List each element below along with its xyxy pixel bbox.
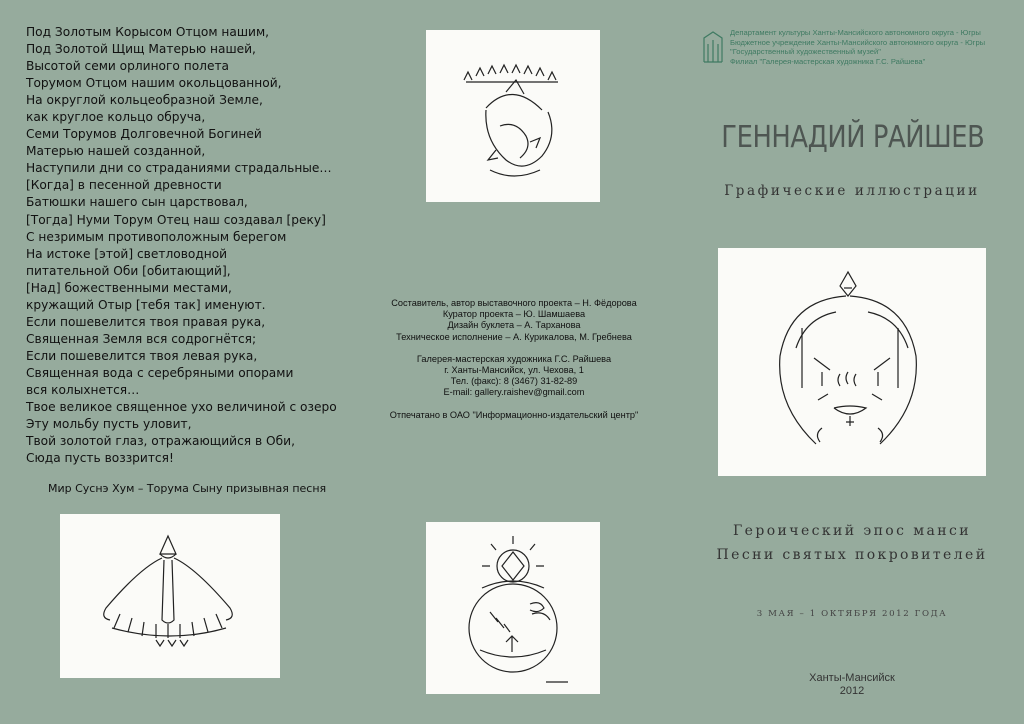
organization-header: [702, 28, 1012, 68]
poem-line: Твое великое священное ухо величиной с озеро: [26, 400, 337, 415]
poem-line: Если пошевелится твоя левая рука,: [26, 348, 258, 363]
credit-line: Техническое исполнение – А. Курикалова, М. Гребнева: [396, 331, 632, 342]
city-name: Ханты-Мансийск: [809, 672, 895, 684]
bird-figure-drawing-icon: [426, 30, 600, 202]
credit-line: Куратор проекта – Ю. Шамшаева: [442, 309, 586, 320]
credits-block: [366, 298, 662, 421]
museum-logo-icon: [702, 30, 724, 64]
poem-line: Торумом Отцом нашим окольцованной,: [26, 76, 282, 91]
exhibition-dates: 3 МАЯ – 1 ОКТЯБРЯ 2012 ГОДА: [756, 609, 948, 619]
poem-line: Священная Земля вся содрогнётся;: [26, 331, 257, 346]
illustration-bird: [426, 30, 600, 202]
poem-line: Священная вода с серебряными опорами: [26, 365, 294, 380]
contact-email: E-mail: gallery.raishev@gmail.com: [443, 387, 585, 398]
winged-spirit-drawing-icon: [60, 514, 280, 678]
org-line: Филиал "Галерея-мастерская художника Г.С. Райшева": [730, 56, 926, 66]
poem-line: [Тогда] Нуми Торум Отец наш создавал [реку]: [26, 212, 326, 227]
poem-line: Твой золотой глаз, отражающийся в Оби,: [26, 434, 295, 449]
org-line: "Государственный художественный музей": [730, 47, 881, 57]
illustration-sun-globe: [426, 522, 600, 694]
poem-line: На округлой кольцеобразной Земле,: [26, 93, 263, 108]
poem-line: Сюда пусть воззрится!: [26, 451, 174, 466]
epic-line: Песни святых покровителей: [716, 547, 988, 563]
illustration-mask-face: [718, 248, 986, 476]
epic-title: [700, 519, 1004, 567]
printer-line: Отпечатано в ОАО "Информационно-издательский центр": [389, 409, 639, 420]
contact-line: г. Ханты-Мансийск, ул. Чехова, 1: [444, 365, 584, 376]
publication-place: [700, 672, 1004, 698]
poem-line: Под Золотым Корысом Отцом нашим,: [26, 25, 270, 39]
poem-line: Наступили дни со страданиями страдальные…: [26, 161, 332, 176]
publication-year: 2012: [839, 685, 865, 697]
poem-line: питательной Оби [обитающий],: [26, 263, 231, 278]
poem-text: [26, 24, 356, 467]
org-line: Департамент культуры Ханты-Мансийского автономного округа - Югры: [730, 28, 981, 37]
poem-line: С незримым противоположным берегом: [26, 229, 287, 244]
poem-line: вся колыхнется…: [26, 382, 140, 397]
poem-line: кружащий Отыр [тебя так] именуют.: [26, 297, 266, 312]
poem-line: [Над] божественными местами,: [26, 280, 232, 295]
poem-line: Высотой семи орлиного полета: [26, 59, 230, 74]
artist-name: ГЕННАДИЙ РАЙШЕВ: [721, 120, 985, 155]
poem-line: Семи Торумов Долговечной Богиней: [26, 127, 262, 142]
poem-line: как круглое кольцо обруча,: [26, 110, 206, 125]
sun-globe-drawing-icon: [426, 522, 600, 694]
poem-line: На истоке [этой] светловодной: [26, 246, 228, 261]
illustration-winged-spirit: [60, 514, 280, 678]
poem-line: Матерью нашей созданной,: [26, 144, 206, 159]
poem-line: Под Золотой Щищ Матерью нашей,: [26, 42, 256, 57]
cover-subtitle: Графические иллюстрации: [724, 183, 980, 199]
credit-line: Дизайн буклета – А. Тарханова: [447, 320, 581, 331]
credit-line: Составитель, автор выставочного проекта – Н. Фёдорова: [391, 298, 637, 308]
epic-line: Героический эпос манси: [733, 523, 971, 539]
poem-line: Батюшки нашего сын царствовал,: [26, 195, 248, 210]
poem-caption: Мир Суснэ Хум – Торума Сыну призывная песня: [48, 482, 327, 495]
mask-face-drawing-icon: [718, 248, 986, 476]
poem-line: Если пошевелится твоя правая рука,: [26, 314, 266, 329]
contact-line: Галерея-мастерская художника Г.С. Райшева: [416, 353, 612, 364]
org-line: Бюджетное учреждение Ханты-Мансийского автономного округа - Югры: [730, 37, 986, 47]
poem-line: Эту мольбу пусть уловит,: [26, 417, 192, 432]
contact-line: Тел. (факс): 8 (3467) 31-82-89: [450, 376, 578, 387]
poem-line: [Когда] в песенной древности: [26, 178, 222, 193]
